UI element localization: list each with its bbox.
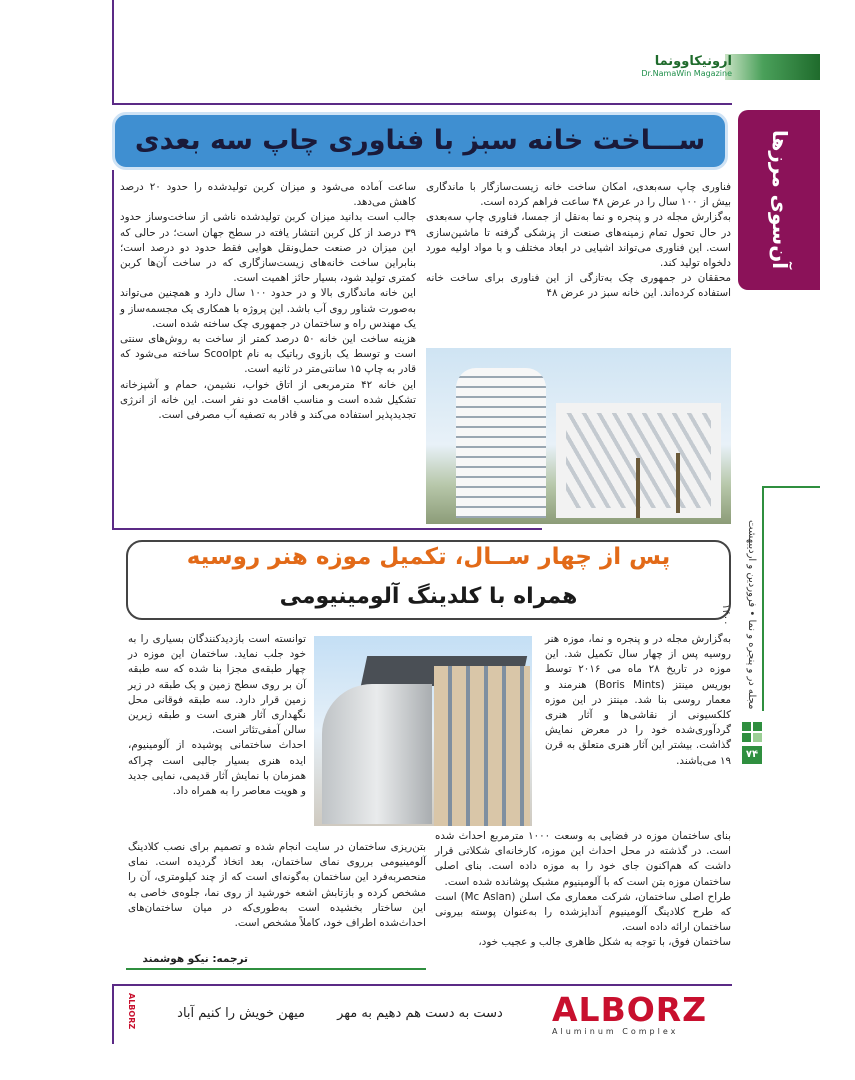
museum-aluminum-facade	[322, 684, 432, 824]
paragraph: ساعت آماده می‌شود و میزان کربن تولیدشده را حدود ۲۰ درصد کاهش می‌دهد.	[120, 181, 417, 209]
article1-column-right	[426, 180, 731, 302]
paragraph: طراح اصلی ساختمان، شرکت معماری مک اسلن (Mc Aslan) است که طرح کلادینگ آلومینیوم آندایزشده را به‌عنوان پوسته بیرونی ساختمان ارائه داده است.	[435, 890, 732, 934]
article2-bottom-line	[126, 968, 426, 970]
mini-brand-logo: ALBORZ	[127, 993, 136, 1030]
museum-brick-building	[434, 666, 530, 826]
article2-column-left-lower	[128, 840, 426, 931]
paragraph: بنای ساختمان موزه در فضایی به وسعت ۱۰۰۰ مترمربع احداث شده است. در گذشته در محل احداث این موزه، کارخانه‌ای شکلاتی قرار داشت که هم‌اکنون جای خود را به موزه داده است. بنای اصلی ساختمان موزه بتن است که با آلومینیوم مشبک پوشانده شده است.	[435, 830, 732, 888]
page-number: ۷۴	[742, 746, 762, 764]
paragraph: این خانه ۴۲ مترمربعی از اتاق خواب، نشیمن، حمام و آشپزخانه تشکیل شده است و مناسب اقامت دو نفر است. این خانه از انرژی تجدیدپذیر استفاده می‌کند و قادر به تصفیه آب مصرفی است.	[120, 378, 417, 422]
article1-column-left	[120, 180, 416, 423]
paragraph: به‌گزارش مجله در و پنجره و نما، موزه هنر روسیه پس از چهار سال تکمیل شد. این موزه در تاریخ ۲۸ ماه می ۲۰۱۶ توسط بوریس مینتز (Boris Mints) هنرمند و معمار روسی بنا شد. مینتز در این موزه کلکسیونی از نقاشی‌ها و آثار هنری گردآوری‌شده خود را در معرض نمایش گذاشت. بیشتر این آثار هنری متعلق به قرن ۱۹ می‌باشند.	[545, 633, 731, 767]
paragraph: به‌گزارش مجله در و پنجره و نما به‌نقل از جمسا، فناوری چاپ سه‌بعدی در حال تحول تمام زمینه‌های صنعت از پزشکی گرفته تا ماشین‌سازی است. این فناوری می‌تواند اشیایی در ابعاد مختلف و با مواد اولیه مورد دلخواه تولید کند.	[426, 211, 731, 270]
green-house-photo	[426, 348, 731, 524]
article2-column-left	[128, 632, 306, 799]
footer-line-left	[112, 984, 114, 1044]
magazine-logo-subtitle: Dr.NamaWin Magazine	[641, 69, 732, 78]
paragraph: فناوری چاپ سه‌بعدی، امکان ساخت خانه زیست‌سازگار با ماندگاری بیش از ۱۰۰ سال را در عرض ۴۸ ساعت فراهم کرده است.	[426, 181, 731, 209]
article2-headline: پس از چهار ســال، تکمیل موزه هنر روسیه	[186, 544, 671, 570]
translator-credit: ترجمه: نیکو هوشمند	[142, 953, 248, 965]
magazine-logo-text: ارونیکاو‌و‌نما	[654, 54, 732, 69]
magazine-logo	[640, 54, 732, 80]
frame-line-top	[112, 103, 732, 105]
paragraph: احداث ساختمانی پوشیده از آلومینیوم، ایده هنری بسیار جالبی است چراکه همزمان با نمایش آثار قدیمی، نمایی جدید و هویت معاصر را به همراه داد.	[128, 739, 306, 798]
margin-line-top	[762, 486, 820, 488]
frame-line-left	[112, 0, 114, 105]
slogan-part-2: میهن خویش را کنیم آباد	[177, 1006, 305, 1021]
magazine-grid-icon	[740, 720, 764, 744]
article1-headline: ســـاخت خانه سبز با فناوری چاپ سه بعدی	[134, 125, 706, 156]
article1-frame-bottom	[112, 528, 542, 530]
palm-tree	[636, 458, 640, 518]
alborz-logo	[552, 990, 732, 1036]
magazine-logo-stripes	[725, 54, 820, 80]
palm-tree	[676, 453, 680, 513]
paragraph: محققان در جمهوری چک به‌تازگی از این فناوری برای ساخت خانه استفاده کرده‌اند. این خانه سبز در عرض ۴۸	[426, 272, 731, 300]
article1-frame-left	[112, 170, 114, 530]
slogan-part-1: دست به دست هم دهیم به مهر	[337, 1006, 503, 1021]
article2-subheadline: همراه با کلدینگ آلومینیومی	[279, 584, 578, 609]
paragraph: توانسته است بازدیدکنندگان بسیاری را به خود جلب نماید. ساختمان این موزه در چهار طبقه‌ی مجزا بنا شده که سه طبقه آن بر روی سطح زمین و یک طبقه در زیر زمین قرار دارد. سه طبقه فوقانی محل نگهداری آثار هنری است و طبقه زیرین سالن آمفی‌تئاتر است.	[128, 633, 306, 737]
footer-line	[112, 984, 732, 986]
paragraph: بتن‌ریزی ساختمان در سایت انجام شده و تصمیم برای نصب کلادینگ آلومینیومی برروی نمای ساختمان، بعد اتخاذ گردیده است. نمای منحصربه‌فرد این ساختمان به‌گونه‌ای است که از چند کیلومتری، آن را مشخص کرده و بازتابش اشعه خورشید از روی نما، جلوه‌ی خاصی به این ساختار بخشیده است به‌طوری‌که در میان ساختمان‌های احداث‌شده اطراف خود، کاملاً مشخص است.	[128, 841, 426, 930]
museum-photo	[314, 636, 532, 826]
section-tab-label: آن‌سوی مرزها	[768, 130, 792, 270]
paragraph: ساختمان فوق، با توجه به شکل ظاهری جالب و عجیب خود،	[478, 936, 731, 949]
paragraph: هزینه ساخت این خانه ۵۰ درصد کمتر از ساخت به روش‌های سنتی است و توسط یک بازوی رباتیک به نام Scoolpt ساخته می‌شود که قادر به چاپ ۱۵ سانتی‌متر در ثانیه است.	[120, 333, 416, 376]
margin-issue-note: مجله در و پنجره و نما • فروردین و اردیبهشت ۱۴۰۰	[720, 520, 757, 710]
alborz-brand-sub: Aluminum Complex	[552, 1027, 679, 1036]
alborz-brand: ALBORZ	[552, 990, 708, 1029]
article2-column-right	[545, 632, 731, 769]
footer-slogan	[150, 1006, 530, 1021]
paragraph: این خانه ماندگاری بالا و در حدود ۱۰۰ سال دارد و همچنین می‌تواند به‌صورت شناور روی آب باشد. این پروژه با همکاری یک مجسمه‌ساز و یک مهندس راه و ساختمان در جمهوری چک ساخته شده است.	[120, 287, 416, 330]
article2-column-right-lower	[435, 829, 731, 951]
paragraph: جالب است بدانید میزان کربن تولیدشده ناشی از ساخت‌وساز حدود ۳۹ درصد از کل کربن انتشار یافته در سطح جهان است؛ در حالی که این میزان در صنعت حمل‌ونقل هوایی فقط حدود دو درصد است؛ بنابراین ساخت خانه‌های زیست‌سازگاری که در ساخت آن‌ها کربن کمتری تولید شود، بسیار حائز اهمیت است.	[120, 211, 416, 285]
tower-building	[456, 368, 546, 518]
